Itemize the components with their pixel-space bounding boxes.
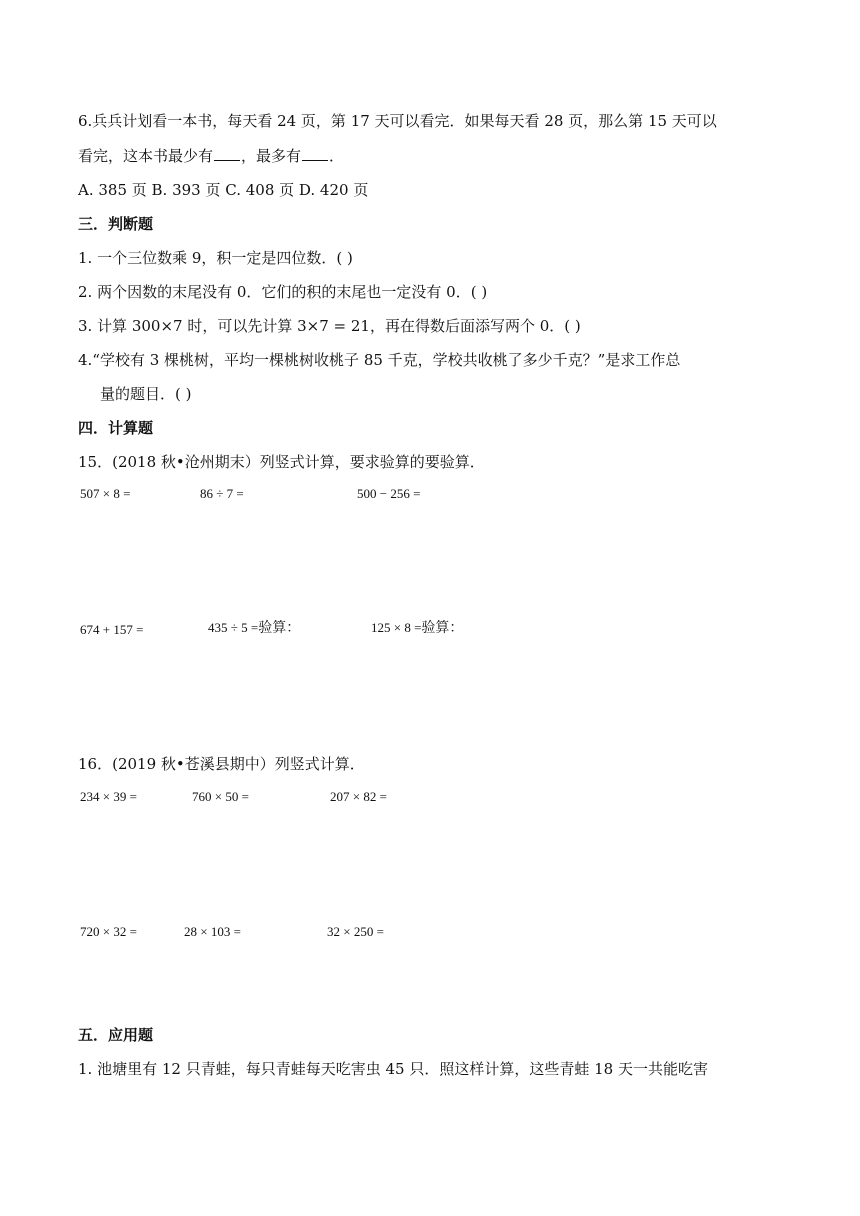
section-4-title: 四．计算题 — [78, 419, 154, 437]
expr-760x50: 760 × 50 = — [192, 789, 249, 804]
question-15-title: 15．(2018 秋•沧州期末）列竖式计算，要求验算的要验算． — [78, 453, 485, 471]
question-6-text-c: ． — [329, 147, 345, 165]
expr-435div5-text: 435 ÷ 5 = — [208, 620, 259, 635]
question-6-options: A. 385 页 B. 393 页 C. 408 页 D. 420 页 — [78, 181, 369, 199]
question-6-line-1: 6.兵兵计划看一本书，每天看 24 页，第 17 天可以看完．如果每天看 28 页，那么第 15 天可以 — [78, 112, 717, 130]
check-label: 验算： — [421, 620, 464, 636]
question-6-text-b: ，最多有 — [241, 147, 302, 165]
section-3-title: 三．判断题 — [78, 215, 154, 233]
expr-28x103: 28 × 103 = — [184, 924, 241, 939]
expr-500minus256: 500 − 256 = — [357, 486, 421, 501]
question-6-text-a: 看完，这本书最少有 — [78, 147, 214, 165]
expr-435div5 — [208, 619, 300, 637]
judgment-item-1: 1. 一个三位数乘 9，积一定是四位数．( ) — [78, 249, 353, 267]
judgment-item-3: 3. 计算 300×7 时，可以先计算 3×7 = 21，再在得数后面添写两个 0．( ) — [78, 317, 581, 335]
expr-207x82: 207 × 82 = — [330, 789, 387, 804]
expr-720x32: 720 × 32 = — [80, 924, 137, 939]
judgment-item-2: 2. 两个因数的末尾没有 0．它们的积的末尾也一定没有 0．( ) — [78, 283, 488, 301]
judgment-item-4-continued: 量的题目．( ) — [100, 385, 192, 403]
expr-125x8-text: 125 × 8 = — [371, 620, 422, 635]
expr-234x39: 234 × 39 = — [80, 789, 137, 804]
question-6-line-2 — [78, 146, 344, 166]
answer-blank-min — [214, 146, 240, 161]
check-label: 验算： — [258, 620, 301, 636]
expr-674plus157: 674 + 157 = — [80, 622, 144, 637]
expr-507x8: 507 × 8 = — [80, 486, 131, 501]
application-item-1: 1. 池塘里有 12 只青蛙，每只青蛙每天吃害虫 45 只．照这样计算，这些青蛙 18 天一共能吃害 — [78, 1060, 708, 1078]
expr-32x250: 32 × 250 = — [327, 924, 384, 939]
section-5-title: 五．应用题 — [78, 1026, 154, 1044]
expr-86div7: 86 ÷ 7 = — [200, 486, 244, 501]
question-16-title: 16．(2019 秋•苍溪县期中）列竖式计算． — [78, 755, 365, 773]
answer-blank-max — [302, 146, 328, 161]
expr-125x8 — [371, 619, 463, 637]
judgment-item-4: 4.“学校有 3 棵桃树，平均一棵桃树收桃子 85 千克，学校共收桃了多少千克？”是求工作总 — [78, 351, 681, 369]
